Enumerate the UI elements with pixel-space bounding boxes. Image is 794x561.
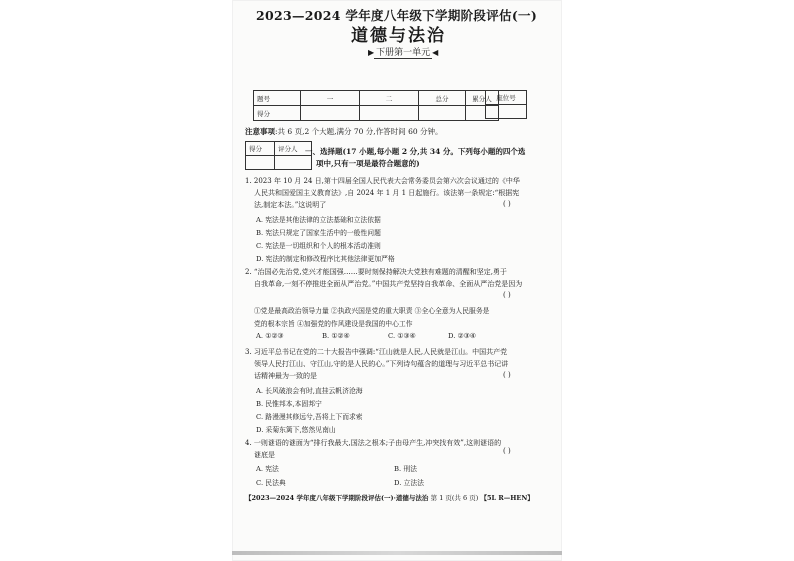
- grader-header-grader: 评分人: [275, 142, 312, 156]
- grader-table: [245, 141, 312, 170]
- grader-header-score: 得分: [246, 142, 275, 156]
- right-triangle-icon: ▶: [368, 48, 375, 57]
- score-cell-part2[interactable]: [360, 106, 419, 121]
- q1-option-c[interactable]: C. 宪法是一切组织和个人的根本活动准则: [256, 242, 381, 250]
- subject-title: 道德与法治: [351, 26, 446, 46]
- score-cell-part1[interactable]: [301, 106, 360, 121]
- section1-heading-line2: 项中,只有一项是最符合题意的): [316, 159, 420, 168]
- q4-line1: 4. 一则谜语的谜面为“排行我最大,国法之根本;子由母产生,冲突找有效”,这则谜语的: [245, 439, 502, 447]
- left-triangle-icon: ◀: [432, 48, 439, 57]
- q3-option-c[interactable]: C. 路漫漫其修远兮,吾将上下而求索: [256, 413, 363, 421]
- q1-option-d[interactable]: D. 宪法的制定和修改程序比其他法律更加严格: [256, 255, 395, 263]
- q4-option-a[interactable]: A. 宪法: [256, 465, 279, 473]
- q4-answer-paren[interactable]: ( ): [503, 447, 511, 455]
- q2-option-d[interactable]: D. ②③④: [448, 332, 476, 340]
- q2-statements-line1: ①党是最高政治领导力量 ②执政兴国是党的重大职责 ③全心全意为人民服务是: [254, 307, 490, 315]
- q2-statements-line2: 党的根本宗旨 ④加强党的作风建设是我国的中心工作: [254, 320, 413, 328]
- q4-option-c[interactable]: C. 民法典: [256, 479, 286, 487]
- notice: [245, 126, 443, 137]
- score-header-question-no: 题号: [254, 91, 301, 106]
- q3-answer-paren[interactable]: ( ): [503, 371, 511, 379]
- seat-label: 座位号: [486, 91, 527, 105]
- q2-line1: 2. “治国必先治党,党兴才能国强……要时刻保持解决大党独有难题的清醒和坚定,勇于: [245, 268, 507, 276]
- score-header-tallier: 累分人: [466, 91, 499, 106]
- notice-text: :共 6 页,2 个大题,满分 70 分,作答时间 60 分钟。: [275, 127, 443, 136]
- q2-option-c[interactable]: C. ①③④: [388, 332, 416, 340]
- q1-option-b[interactable]: B. 宪法只规定了国家生活中的一般性问题: [256, 229, 381, 237]
- q1-line1: 1. 2023 年 10 月 24 日,第十四届全国人民代表大会常务委员会第六次会议通过的《中华: [245, 177, 520, 185]
- score-header-part2: 二: [360, 91, 419, 106]
- q3-option-b[interactable]: B. 民惟邦本,本固邦宁: [256, 400, 322, 408]
- q2-answer-paren[interactable]: ( ): [503, 291, 511, 299]
- exam-title: 2023—2024 学年度八年级下学期阶段评估(一): [256, 8, 538, 23]
- q1-option-a[interactable]: A. 宪法是其他法律的立法基础和立法依据: [256, 216, 381, 224]
- grader-name-cell[interactable]: [275, 156, 312, 170]
- q4-line2: 谜底是: [254, 451, 275, 459]
- footer-code: 【5L R—HEN】: [480, 494, 534, 502]
- q1-line2: 人民共和国爱国主义教育法》,自 2024 年 1 月 1 日起施行。该法第一条规定:“根据宪: [254, 189, 520, 197]
- notice-label: 注意事项: [245, 127, 275, 136]
- q2-option-b[interactable]: B. ①②④: [322, 332, 350, 340]
- score-header-part1: 一: [301, 91, 360, 106]
- grader-score-cell[interactable]: [246, 156, 275, 170]
- score-row-label: 得分: [254, 106, 301, 121]
- q4-option-d[interactable]: D. 立法法: [394, 479, 424, 487]
- q1-line3: 法,制定本法。”这说明了: [254, 201, 327, 209]
- page-footer: [245, 493, 534, 502]
- q3-option-a[interactable]: A. 长风破浪会有时,直挂云帆济沧海: [256, 387, 363, 395]
- q2-line2: 自我革命,一刻不停推进全面从严治党。”中国共产党坚持自我革命、全面从严治党是因为: [254, 280, 523, 288]
- score-cell-total[interactable]: [419, 106, 466, 121]
- score-header-total: 总分: [419, 91, 466, 106]
- q4-option-b[interactable]: B. 刑法: [394, 465, 417, 473]
- seat-number-cell[interactable]: [486, 105, 527, 119]
- score-table: [253, 90, 499, 121]
- q3-line1: 3. 习近平总书记在党的二十大报告中强调:“江山就是人民,人民就是江山。中国共产党: [245, 348, 508, 356]
- q2-option-a[interactable]: A. ①②③: [256, 332, 284, 340]
- q3-option-d[interactable]: D. 采菊东篱下,悠然见南山: [256, 426, 336, 434]
- q1-answer-paren[interactable]: ( ): [503, 200, 511, 208]
- q3-line3: 话精神最为一致的是: [254, 372, 317, 380]
- q3-line2: 领导人民打江山、守江山,守的是人民的心。”下列诗句蕴含的道理与习近平总书记讲: [254, 360, 509, 368]
- scan-edge: [232, 551, 562, 555]
- footer-page-number: 第 1 页(共 6 页): [430, 494, 479, 502]
- unit-banner: [368, 45, 438, 58]
- unit-label: 下册第一单元: [376, 48, 431, 58]
- section1-heading-line1: 一、选择题(17 小题,每小题 2 分,共 34 分。下列每小题的四个选: [305, 147, 526, 156]
- seat-table: [485, 90, 527, 119]
- footer-title: 【2023—2024 学年度八年级下学期阶段评估(一)·道德与法治: [245, 494, 429, 502]
